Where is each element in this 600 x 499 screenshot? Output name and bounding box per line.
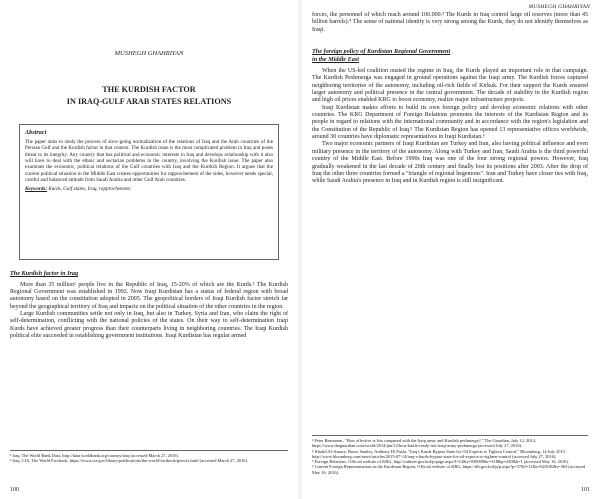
section-heading-line-2: in the Middle East	[312, 55, 359, 63]
footnote: ¹ Iraq, The World Bank Data, http://data.worldbank.org/country/iraq (accessed March 27, 2016).	[10, 453, 179, 458]
right-page	[302, 0, 600, 499]
footnote: ³ Peter Beaumont, "How effective is Isis compared with the Iraqi army and Kurdish peshmerga?," The Guardian, July 12, 2014, https://www.theguardian.com/world/2014/jun/12/how-battle-ready-isis-iraqi-army-peshmerga (accessed July 27, 2016).	[312, 438, 536, 449]
running-head: MUSHEGH GHAHRIYAN	[528, 4, 590, 10]
footnote: ⁵ Foreign Relations, Official website of KRG, http://cabinet.gov.krd/p/page.aspx?l=12&s=050000&r=318&p=230&h=1 (accessed May 16, 2016).	[312, 459, 569, 465]
section-heading-kurdish-factor: The Kurdish factor in Iraq	[10, 270, 79, 277]
article-title	[10, 84, 288, 108]
footnote: ⁶ Current Foreign Representations in the Kurdistan Region, Official website of KRG, https://dfr.gov.krd/p/p.aspx?p=37&l=12&s=020100&r=363 (accessed May 16, 2016).	[312, 464, 586, 475]
left-page	[0, 0, 298, 499]
footnotes	[10, 450, 288, 464]
page-number: 100	[10, 487, 19, 493]
abstract-text: The paper aims to study the process of slow-going normalization of the relations of Iraq and the Arab countries of the Persian Gulf and the Kurdish factor in that context. The Kurdish issue is the most complicated problem in Iraq and poses threat to its integrity. Any country that has political and economic interests in Iraq and develops relationship with it also will have to deal with the ethnic and sectarian problems in the country, involving the Kurdish issue. The paper also examines the economic, political relations of the Gulf countries with Iraq and the Kurdish Region. It argues that the current political situation in the Middle East creates opportunities for rapprochement of the sides, however needs special, careful and balanced attitude from Saudi Arabia and other Gulf Arab countries.	[25, 139, 273, 184]
section-heading-line-1: The foreign policy of Kurdistan Regional Government	[312, 48, 451, 56]
keywords-text: Kurds, Gulf states, Iraq, rapprochement.	[48, 186, 132, 193]
abstract-box	[19, 124, 279, 260]
paragraph: forces, the personnel of which reach around 100.000.³ The Kurds in Iraq control large oil reserves (more than 45 billion barrels).⁴ The sense of national identity is very strong among the Kurds, they do not identify themselves as Iraqi.	[312, 12, 588, 33]
left-body	[10, 270, 288, 340]
title-line-1: THE KURDISH FACTOR	[102, 85, 196, 94]
footnote: ² Iraq, CIA, The World Factbook, https://www.cia.gov/library/publications/the-world-factbook/geos/iz.html (accessed March 27, 2016).	[10, 458, 249, 464]
paragraph: When the US-led coalition ousted the regime in Iraq, the Kurds played an important role in that campaign. The Kurdish Peshmerga was engaged in ground operations against the Iraqi army. The Kurdish forces captured neighboring territories of the autonomy, including oil-rich fields of Kirkuk. For their support the Kurds ensured larger autonomy and political presence in the central government. The decade of stability in the Kurdish region and high oil prices enabled KRG to boost economy, realize major infrastructure projects.	[312, 68, 588, 104]
footnote: ⁴ Khalid Al-Ansary, Bruce Stanley, Anthony Di Paola, "Iraq's Kurds Bypass State for Oil Exports to Tighten Control," Bloomberg, 14 July 2015, http://www.bloomberg.com/news/articles/2015-07-14/iraq-s-kurds-bypass-state-for-oil-exports-to-tighten-control (accessed July 27, 2016).	[312, 448, 566, 459]
keywords	[25, 186, 273, 192]
paragraph: Large Kurdish communities settle not only in Iraq, but also in Turkey, Syria and Iran, who claim the right of self-determination, conflicting with the national policies of the states. On their way to self-determination Iraqi Kurds have achieved greater progress than their counterparts living in neighboring countries. The Iraqi Kurdish political elite succeeded in establishing government institutions. Iraqi Kurdistan has regular armed	[10, 310, 288, 339]
right-body	[312, 12, 588, 186]
footnotes	[312, 435, 588, 475]
keywords-label: Keywords:	[25, 186, 48, 193]
abstract-heading: Abstract	[25, 129, 47, 136]
section-heading-foreign-policy	[312, 48, 588, 63]
paragraph: Two major economic partners of Iraqi Kurdistan are Turkey and Iran, also having political influence and even military presence in the territory of the autonomy. Along with Turkey and Iran, Saudi Arabia is the third powerful country of the Middle East. Before 1990s Iraq was one of the four strong regional powers. However, Iraq gradually weakened in the last decade of 20th century and finally lost its positions after 2003. After the drop of Iraq the other three countries formed a "triangle of regional hegemons". Iran and Turkey have closer ties with Iraq, while Saudi Arabia's presence in Iraq and in Kurdish region is still insignificant.	[312, 141, 588, 185]
paragraph: Iraqi Kurdistan makes efforts to build its own foreign policy and develop economic relations with other countries. The KRG Department of Foreign Relations promotes the interests of the Kurdistan Region and its people in regard to relations with the international community and in accordance with the region's legislation and the Constitution of the Republic of Iraq.⁵ The Kurdistan Region has opened 13 representative offices worldwide, around 30 countries have diplomatic representatives in Iraqi Kurdistan.⁶	[312, 104, 588, 141]
title-line-2: IN IRAQ-GULF ARAB STATES RELATIONS	[66, 97, 232, 106]
author-name: MUSHEGH GHAHRIYAN	[114, 50, 184, 57]
paragraph: More than 35 million¹ people live in the Republic of Iraq, 15-20% of which are the Kurds.² The Kurdish Regional Government was established in 1992. Now Iraqi Kurdistan has a status of federal region with broad autonomy based on the constitution adopted in 2005. The geopolitical borders of Iraqi Kurdish factor stretch far beyond the geographical territory of Iraq and impacts on the political situation of the other countries in the region.	[10, 281, 288, 310]
page-number: 101	[581, 487, 590, 493]
